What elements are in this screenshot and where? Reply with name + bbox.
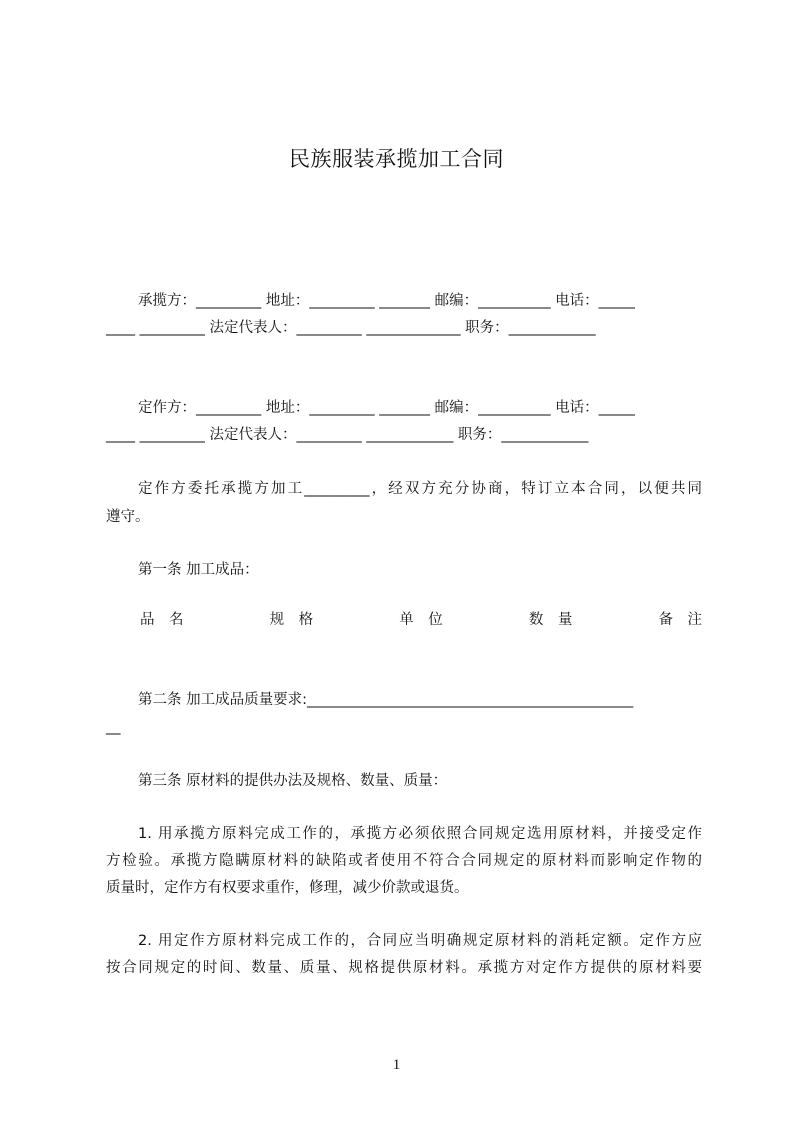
client-info-line-2: ____ _________ 法定代表人：_________ ____________ 职务：____________: [106, 427, 589, 443]
article-3-heading: 第三条 原材料的提供办法及规格、数量、质量：: [138, 773, 448, 789]
article-2-line-1: 第二条 加工成品质量要求:_____________________________________________: [138, 692, 634, 708]
article-3-para-2-line-2: 按合同规定的时间、数量、质量、规格提供原材料。承揽方对定作方提供的原材料要: [106, 960, 702, 976]
article-3-para-1-line-2: 方检验。承揽方隐瞒原材料的缺陷或者使用不符合合同规定的原材料而影响定作物的: [106, 853, 702, 869]
article-3-para-1-line-1: 1. 用承揽方原料完成工作的，承揽方必须依照合同规定选用原材料，并接受定作: [138, 826, 702, 842]
article-3-para-1-line-3: 质量时，定作方有权要求重作，修理，减少价款或退货。: [106, 880, 469, 896]
page-number: 1: [392, 1057, 401, 1073]
product-table-header: [106, 610, 702, 630]
article-2-line-2: __: [106, 719, 121, 735]
contractor-info-line-2: ____ _________ 法定代表人：_________ _____________ 职务：____________: [106, 320, 596, 336]
intro-line-1: 定作方委托承揽方加工_________，经双方充分协商，特订立本合同，以便共同: [138, 481, 702, 497]
contract-title: 民族服装承揽加工合同: [289, 147, 504, 171]
client-info-line-1: 定作方：_________ 地址：_________ _______ 邮编：__________ 电话：_____: [138, 400, 635, 416]
column-quantity: 数 量: [528, 612, 573, 628]
column-name: 品 名: [140, 612, 184, 628]
article-1-heading: 第一条 加工成品：: [138, 562, 259, 578]
column-unit: 单 位: [399, 612, 443, 628]
contractor-info-line-1: 承揽方：_________ 地址：_________ _______ 邮编：__________ 电话：_____: [138, 293, 635, 309]
column-remarks: 备 注: [658, 612, 702, 628]
intro-line-2: 遵守。: [106, 509, 150, 525]
column-spec: 规 格: [269, 612, 314, 628]
article-3-para-2-line-1: 2. 用定作方原材料完成工作的，合同应当明确规定原材料的消耗定额。定作方应: [138, 933, 702, 949]
